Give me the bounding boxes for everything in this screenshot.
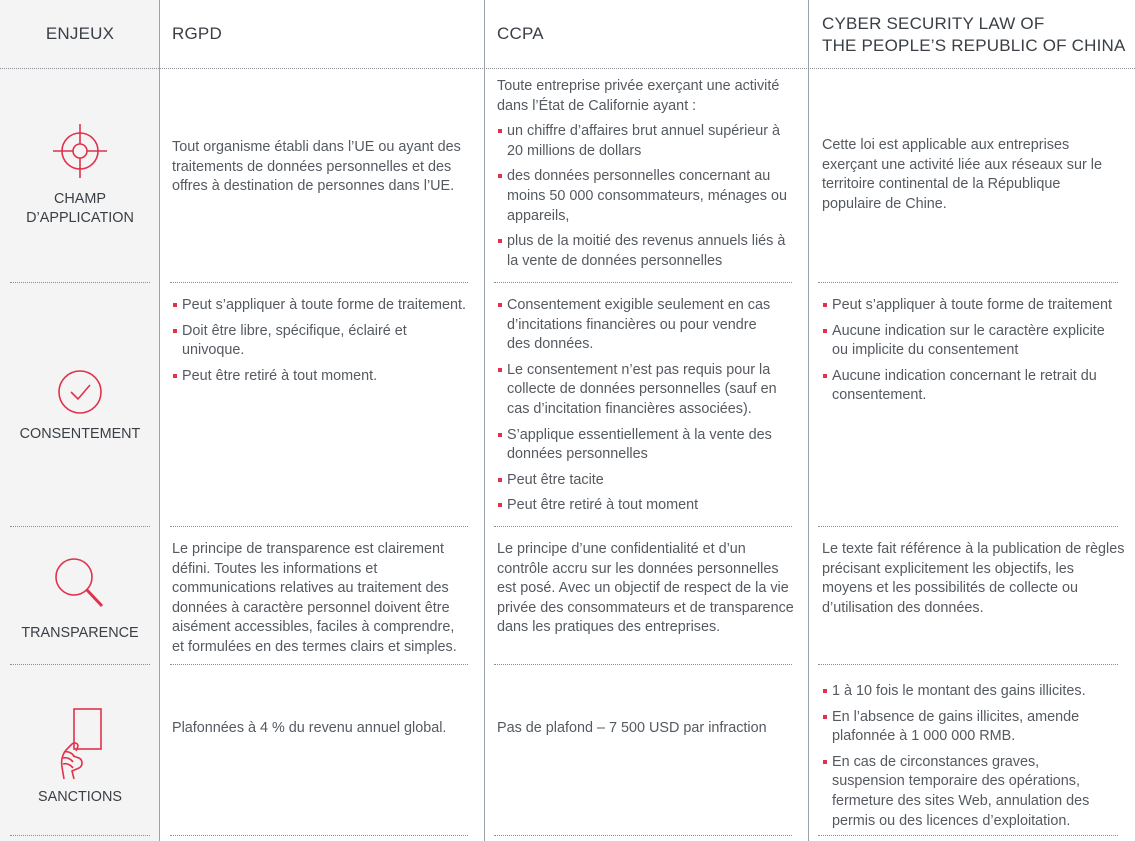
consentement-ccpa-text xyxy=(497,296,777,522)
champ-ccpa-list xyxy=(497,122,787,271)
row-separator xyxy=(494,526,792,527)
header-separator xyxy=(0,68,1135,69)
transparence-ccpa-text xyxy=(497,540,797,638)
row-label-transparence: TRANSPARENCE xyxy=(21,625,139,641)
row-separator xyxy=(494,835,792,836)
champ-china-paragraph: Cette loi est applicable aux entreprises exerçant une activité liée aux réseaux sur le territoire continental de la République populaire de Chine. xyxy=(822,137,1102,212)
row-label-sanctions: SANCTIONS xyxy=(38,789,122,805)
list-item: plus de la moitié des revenus annuels liés à la vente de données personnelles xyxy=(497,232,787,271)
red-card-hand-icon xyxy=(52,706,108,782)
champ-rgpd-text xyxy=(172,138,468,197)
row-label-champ xyxy=(0,190,160,228)
list-item: Aucune indication concernant le retrait du consentement. xyxy=(822,367,1112,406)
header-rgpd: RGPD xyxy=(172,24,222,43)
list-item: Le consentement n’est pas requis pour la collecte de données personnelles (sauf en cas d’incitation financières associées). xyxy=(497,361,777,420)
sanctions-rgpd-text xyxy=(172,719,472,739)
transparence-china-text xyxy=(822,540,1127,618)
list-item: Consentement exigible seulement en cas d’incitations financières ou pour vendre des données. xyxy=(497,296,777,355)
transparence-rgpd-text xyxy=(172,540,462,658)
consentement-china-list xyxy=(822,296,1112,406)
list-item: Peut s’appliquer à toute forme de traitement xyxy=(822,296,1112,316)
list-item: Aucune indication sur le caractère explicite ou implicite du consentement xyxy=(822,322,1112,361)
list-item: Peut s’appliquer à toute forme de traitement. xyxy=(172,296,472,316)
row-separator xyxy=(10,835,150,836)
row-separator xyxy=(10,526,150,527)
transparence-rgpd-paragraph: Le principe de transparence est clairement défini. Toutes les informations et communications relatives au traitement des données à caractère personnel doivent être aisément accessibles, faciles à comprendre, et formulées en des termes clairs et simples. xyxy=(172,541,457,655)
row-separator xyxy=(170,282,468,283)
column-divider xyxy=(808,0,809,841)
list-item: Peut être retiré à tout moment. xyxy=(172,367,472,387)
sanctions-china-text xyxy=(822,682,1112,837)
header-ccpa: CCPA xyxy=(497,24,544,43)
row-label-champ-line2: D’APPLICATION xyxy=(26,210,134,226)
row-separator xyxy=(818,282,1118,283)
row-separator xyxy=(170,835,468,836)
consentement-rgpd-list xyxy=(172,296,472,386)
consentement-ccpa-list xyxy=(497,296,777,516)
row-separator xyxy=(818,664,1118,665)
row-separator xyxy=(494,664,792,665)
column-divider xyxy=(484,0,485,841)
champ-ccpa-text xyxy=(497,77,787,277)
header-china xyxy=(822,13,1132,57)
transparence-china-paragraph: Le texte fait référence à la publication de règles précisant explicitement les objectifs, les moyens et les possibilités de collecte ou d’utilisation des données. xyxy=(822,541,1125,616)
row-separator xyxy=(170,664,468,665)
list-item: 1 à 10 fois le montant des gains illicites. xyxy=(822,682,1112,702)
transparence-ccpa-paragraph: Le principe d’une confidentialité et d’un contrôle accru sur les données personnelles est posé. Avec un objectif de respect de la vie privée des consommateurs et de transparence dans les pratiques des entreprises. xyxy=(497,541,794,636)
list-item: S’applique essentiellement à la vente des données personnelles xyxy=(497,426,777,465)
row-separator xyxy=(10,664,150,665)
column-divider xyxy=(159,0,160,841)
list-item: Doit être libre, spécifique, éclairé et univoque. xyxy=(172,322,472,361)
row-label-consentement: CONSENTEMENT xyxy=(19,426,141,442)
list-item: Peut être retiré à tout moment xyxy=(497,496,777,516)
list-item: des données personnelles concernant au moins 50 000 consommateurs, ménages ou appareils, xyxy=(497,167,787,226)
champ-ccpa-intro: Toute entreprise privée exerçant une activité dans l’État de Californie ayant : xyxy=(497,78,780,114)
header-china-line2: THE PEOPLE’S REPUBLIC OF CHINA xyxy=(822,36,1126,55)
magnifier-icon xyxy=(53,556,107,612)
champ-rgpd-paragraph: Tout organisme établi dans l’UE ou ayant des traitements de données personnelles et des offres à destination de personnes dans l’UE. xyxy=(172,139,461,195)
row-label-champ-line1: CHAMP xyxy=(54,191,106,207)
row-separator xyxy=(494,282,792,283)
list-item: un chiffre d’affaires brut annuel supérieur à 20 millions de dollars xyxy=(497,122,787,161)
sanctions-ccpa-text xyxy=(497,719,797,739)
sanctions-china-list xyxy=(822,682,1112,831)
sanctions-rgpd-paragraph: Plafonnées à 4 % du revenu annuel global. xyxy=(172,720,447,736)
check-circle-icon xyxy=(57,369,103,415)
champ-china-text xyxy=(822,136,1122,214)
sanctions-ccpa-paragraph: Pas de plafond – 7 500 USD par infraction xyxy=(497,720,767,736)
target-icon xyxy=(51,122,109,180)
list-item: Peut être tacite xyxy=(497,471,777,491)
row-separator xyxy=(170,526,468,527)
list-item: En cas de circonstances graves, suspension temporaire des opérations, fermeture des sites Web, annulation des permis ou des licences d’exploitation. xyxy=(822,753,1112,831)
consentement-china-text xyxy=(822,296,1112,412)
header-china-line1: CYBER SECURITY LAW OF xyxy=(822,14,1045,33)
header-enjeux: ENJEUX xyxy=(45,24,115,43)
consentement-rgpd-text xyxy=(172,296,472,392)
row-separator xyxy=(818,526,1118,527)
list-item: En l’absence de gains illicites, amende plafonnée à 1 000 000 RMB. xyxy=(822,708,1112,747)
row-separator xyxy=(10,282,150,283)
